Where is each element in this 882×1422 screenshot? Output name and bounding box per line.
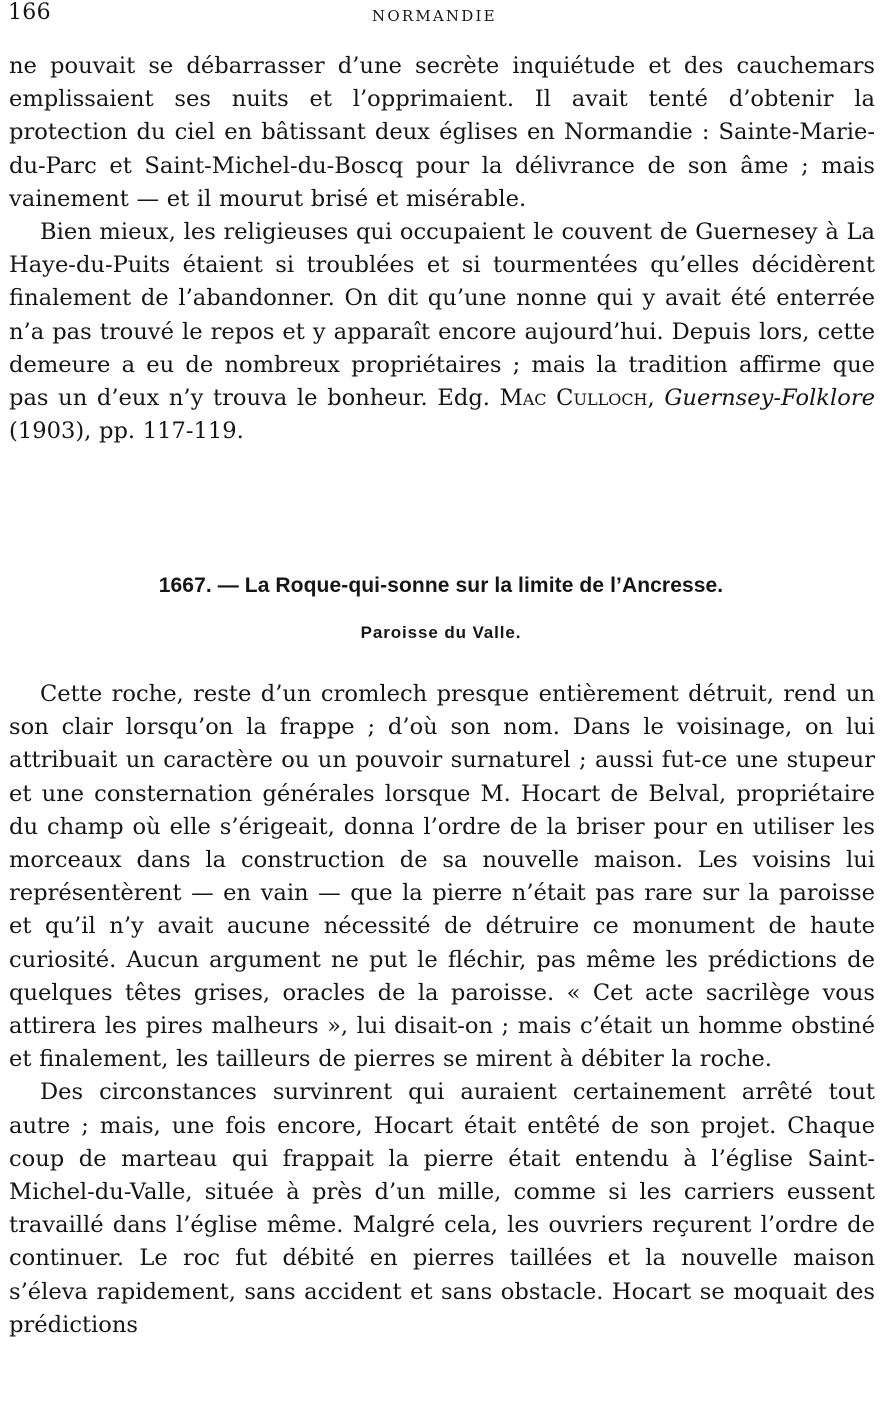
entry-paragraph-1: Cette roche, reste d’un cromlech presque entièrement détruit, rend un son clair lorsqu’on la frappe ; d’où son nom. Dans le voisinage, on lui attribuait un caractère ou un pouvoir surnaturel ; aussi fut-ce une stupeur et une consternation générales lorsque M. Hocart de Belval, propriétaire du champ où elle s’érigeait, donna l’ordre de la briser pour en utiliser les morceaux dans la construction de sa nouvelle maison. Les voisins lui représentèrent — en vain — que la pierre n’était pas rare sur la paroisse et qu’il n’y avait aucune nécessité de détruire ce monument de haute curiosité. Aucun argument ne put le fléchir, pas même les prédictions de quelques têtes grises, oracles de la paroisse. « Cet acte sacrilège vous attirera les pires malheurs », lui disait-on ; mais c’était un homme obstiné et finalement, les tailleurs de pierres se mirent à débiter la roche. <box>9 681 875 1073</box>
entry-heading: 1667. — La Roque-qui-sonne sur la limite de l’Ancresse. <box>158 574 724 597</box>
previous-entry-paragraph-with-citation <box>9 216 875 448</box>
paragraph-text: Bien mieux, les religieuses qui occupaient le couvent de Guernesey à La Haye-du-Puits étaient si troublées et si tourmentées qu’elles décidèrent finalement de l’abandonner. On dit qu’une nonne qui y avait été enterrée n’a pas trouvé le repos et y apparaît encore aujourd’hui. Depuis lors, cette demeure a eu de nombreux propriétaires ; mais la tradition affirme que pas un d’eux n’y trouva le bonheur. Edg. <box>9 219 875 412</box>
previous-entry-paragraph: ne pouvait se débarrasser d’une secrète inquiétude et des cauchemars emplissaient ses nuits et l’opprimaient. Il avait tenté d’obtenir la protection du ciel en bâtissant deux églises en Normandie : Sainte-Marie-du-Parc et Saint-Michel-du-Boscq pour la délivrance de son âme ; mais vainement — et il mourut brisé et misérable. <box>9 53 875 212</box>
running-title: NORMANDIE <box>372 7 497 25</box>
citation-title: Guernsey-Folklore <box>664 385 875 412</box>
citation-author: Mac Culloch <box>499 385 648 412</box>
citation-details: (1903), pp. 117-119. <box>9 418 244 445</box>
entry-subheading: Paroisse du Valle. <box>360 623 522 642</box>
previous-entry-text <box>9 50 875 448</box>
running-head <box>0 0 882 32</box>
entry-paragraph-2: Des circonstances survinrent qui auraient certainement arrêté tout autre ; mais, une fois encore, Hocart était entêté de son projet. Chaque coup de marteau qui frappait la pierre était entendu à l’église Saint-Michel-du-Valle, située à près d’un mille, comme si les carriers eussent travaillé dans l’église même. Malgré cela, les ouvriers reçurent l’ordre de continuer. Le roc fut débité en pierres taillées et la nouvelle maison s’éleva rapidement, sans accident et sans obstacle. Hocart se moquait des prédictions <box>9 1079 875 1338</box>
citation-separator: , <box>647 385 665 412</box>
entry-text <box>9 678 875 1342</box>
page-number: 166 <box>8 0 51 25</box>
